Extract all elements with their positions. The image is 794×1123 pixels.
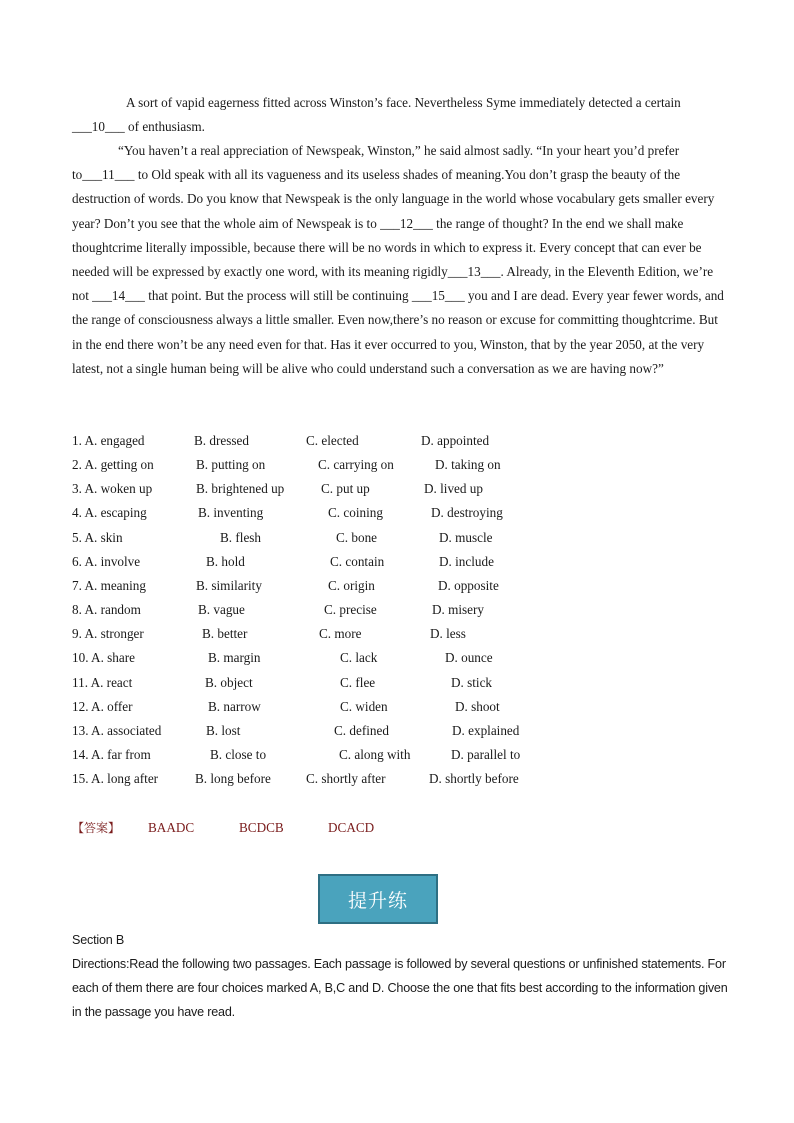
section-title: Section B bbox=[72, 933, 125, 947]
option-d: D. stick bbox=[451, 674, 493, 690]
option-c: C. origin bbox=[328, 577, 375, 593]
option-a: 5. A. skin bbox=[72, 529, 123, 545]
option-a: 7. A. meaning bbox=[72, 577, 146, 593]
option-c: C. lack bbox=[340, 650, 378, 666]
option-a: 11. A. react bbox=[72, 674, 133, 690]
option-a: 3. A. woken up bbox=[72, 481, 153, 497]
answer-group-1: BAADC bbox=[148, 820, 195, 835]
option-a: 14. A. far from bbox=[72, 746, 151, 762]
option-a: 2. A. getting on bbox=[72, 457, 154, 473]
option-c: C. more bbox=[319, 626, 362, 642]
option-a: 4. A. escaping bbox=[72, 505, 147, 521]
option-d: D. opposite bbox=[438, 577, 499, 593]
option-d: D. lived up bbox=[424, 481, 483, 497]
option-d: D. taking on bbox=[435, 457, 501, 473]
option-d: D. explained bbox=[452, 722, 520, 738]
option-c: C. widen bbox=[340, 698, 388, 714]
option-d: D. shortly before bbox=[429, 771, 519, 787]
option-d: D. destroying bbox=[431, 505, 503, 521]
option-d: D. parallel to bbox=[451, 746, 521, 762]
option-a: 10. A. share bbox=[72, 650, 135, 666]
option-b: B. similarity bbox=[196, 577, 262, 593]
option-c: C. contain bbox=[330, 553, 385, 569]
option-a: 12. A. offer bbox=[72, 698, 133, 714]
option-b: B. dressed bbox=[194, 433, 249, 448]
option-b: B. inventing bbox=[198, 505, 264, 521]
option-c: C. defined bbox=[334, 722, 389, 738]
option-b: B. better bbox=[202, 626, 248, 642]
option-d: D. muscle bbox=[439, 529, 493, 545]
option-b: B. vague bbox=[198, 602, 245, 618]
option-b: B. flesh bbox=[220, 529, 262, 545]
option-a: 15. A. long after bbox=[72, 771, 159, 787]
section-banner: 提升练 bbox=[318, 874, 438, 924]
option-a: 6. A. involve bbox=[72, 553, 141, 569]
option-c: C. flee bbox=[340, 674, 376, 690]
option-c: C. carrying on bbox=[318, 457, 394, 473]
option-b: B. lost bbox=[206, 722, 241, 738]
answer-tag: 【答案】 bbox=[72, 821, 121, 835]
option-b: B. long before bbox=[195, 771, 271, 787]
option-b: B. margin bbox=[208, 650, 261, 666]
option-c: C. bone bbox=[336, 529, 378, 545]
answer-group-3: DCACD bbox=[328, 820, 375, 835]
option-d: D. less bbox=[430, 626, 466, 642]
answer-group-2: BCDCB bbox=[239, 820, 284, 835]
option-a: 1. A. engaged bbox=[72, 433, 145, 448]
option-c: C. put up bbox=[321, 481, 370, 497]
option-b: B. putting on bbox=[196, 457, 266, 473]
passage-paragraph-2: “You haven’t a real appreciation of Newspeak, Winston,” he said almost sadly. “In your heart you’d prefer to___11___ to Old speak with all its vagueness and its useless shades of meaning.You don’t grasp the beauty of the destruction of words. Do you know that Newspeak is the only language in the world whose vocabulary gets smaller every year? Don’t you see that the whole aim of Newspeak is to ___12___ the range of thought? In the end we shall make thoughtcrime literally impossible, because there will be no words in which to express it. Every concept that can ever be needed will be expressed by exactly one word, with its meaning rigidly___13___. Already, in the Eleventh Edition, we’re not ___14___ that point. But the process will still be continuing ___15___ you and I are dead. Every year fewer words, and the range of consciousness always a little smaller. Even now,there’s no reason or excuse for committing thoughtcrime. But in the end there won’t be any need even for that. Has it ever occurred to you, Winston, that by the year 2050, at the very latest, not a single human being will be alive who could understand such a conversation as we are having now?” bbox=[72, 143, 724, 376]
option-d: D. ounce bbox=[445, 650, 493, 666]
option-d: D. appointed bbox=[421, 433, 490, 448]
section-directions: Directions:Read the following two passages. Each passage is followed by several questions or unfinished statements. For each of them there are four choices marked A, B,C and D. Choose the one that fits best according to the information given in the passage you have read. bbox=[72, 957, 728, 1019]
option-a: 8. A. random bbox=[72, 602, 141, 618]
passage-paragraph-1: A sort of vapid eagerness fitted across Winston’s face. Nevertheless Syme immediately detected a certain ___10___ of enthusiasm. bbox=[72, 95, 681, 135]
option-b: B. brightened up bbox=[196, 481, 285, 497]
option-d: D. shoot bbox=[455, 698, 500, 714]
option-d: D. include bbox=[439, 553, 494, 569]
option-c: C. coining bbox=[328, 505, 383, 521]
option-b: B. object bbox=[205, 674, 253, 690]
option-b: B. close to bbox=[210, 746, 267, 762]
option-a: 9. A. stronger bbox=[72, 626, 144, 642]
option-b: B. narrow bbox=[208, 698, 261, 714]
option-c: C. precise bbox=[324, 602, 377, 618]
option-c: C. elected bbox=[306, 433, 359, 448]
option-c: C. shortly after bbox=[306, 771, 386, 787]
option-c: C. along with bbox=[339, 746, 411, 762]
option-a: 13. A. associated bbox=[72, 722, 162, 738]
option-b: B. hold bbox=[206, 553, 245, 569]
option-d: D. misery bbox=[432, 602, 485, 618]
